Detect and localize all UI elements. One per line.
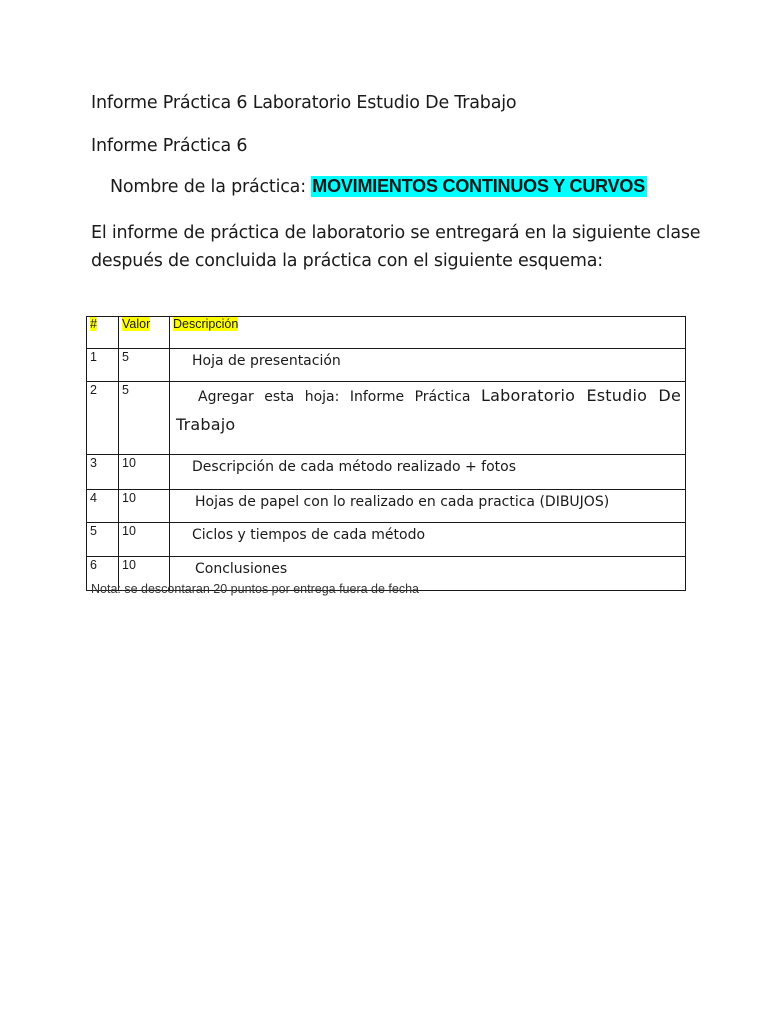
row-descripcion	[170, 455, 686, 490]
row-number: 3	[87, 455, 119, 490]
row-descripcion	[170, 349, 686, 382]
row-descripcion-text: Descripción de cada método realizado + fotos	[192, 459, 517, 475]
row-number: 2	[87, 382, 119, 455]
row-descripcion	[170, 490, 686, 523]
footnote: Nota: se descontaran 20 puntos por entrega fuera de fecha	[91, 582, 420, 596]
header-number	[87, 317, 119, 349]
table-header-row	[87, 317, 686, 349]
header-descripcion-label: Descripción	[173, 317, 239, 331]
row-valor: 5	[119, 349, 170, 382]
scheme-table	[86, 316, 686, 591]
table-row	[87, 523, 686, 557]
row-descripcion-text	[176, 382, 681, 440]
intro-line-1: El informe de práctica de laboratorio se entregará en la siguiente clase	[91, 223, 701, 243]
header-valor	[119, 317, 170, 349]
document-title: Informe Práctica 6 Laboratorio Estudio De Trabajo	[91, 93, 517, 113]
row-descripcion-text: Ciclos y tiempos de cada método	[192, 527, 426, 543]
table-row	[87, 490, 686, 523]
header-valor-label: Valor	[122, 317, 151, 331]
row-descripcion-text: Hojas de papel con lo realizado en cada practica (DIBUJOS)	[195, 494, 610, 510]
row-valor: 5	[119, 382, 170, 455]
row-descripcion	[170, 382, 686, 455]
row-descripcion-text: Conclusiones	[195, 561, 288, 577]
row-valor: 10	[119, 523, 170, 557]
row-number: 6	[87, 557, 119, 591]
row-number: 5	[87, 523, 119, 557]
row-valor: 10	[119, 557, 170, 591]
intro-paragraph	[91, 219, 711, 275]
row-descripcion-part2: Laboratorio Estudio De Trabajo	[176, 386, 681, 434]
header-descripcion	[170, 317, 686, 349]
practice-label: Nombre de la práctica:	[110, 177, 306, 197]
document-subtitle: Informe Práctica 6	[91, 136, 248, 156]
table-row	[87, 382, 686, 455]
intro-line-2: después de concluida la práctica con el siguiente esquema:	[91, 251, 603, 271]
row-number: 4	[87, 490, 119, 523]
row-descripcion-text: Hoja de presentación	[192, 353, 341, 369]
table-row	[87, 455, 686, 490]
practice-name: MOVIMIENTOS CONTINUOS Y CURVOS	[312, 176, 646, 196]
row-descripcion	[170, 523, 686, 557]
header-number-label: #	[90, 317, 97, 331]
practice-name-row	[110, 176, 647, 197]
row-valor: 10	[119, 490, 170, 523]
table-row	[87, 349, 686, 382]
row-valor: 10	[119, 455, 170, 490]
row-descripcion-part1: Agregar esta hoja: Informe Práctica	[198, 389, 471, 405]
row-number: 1	[87, 349, 119, 382]
